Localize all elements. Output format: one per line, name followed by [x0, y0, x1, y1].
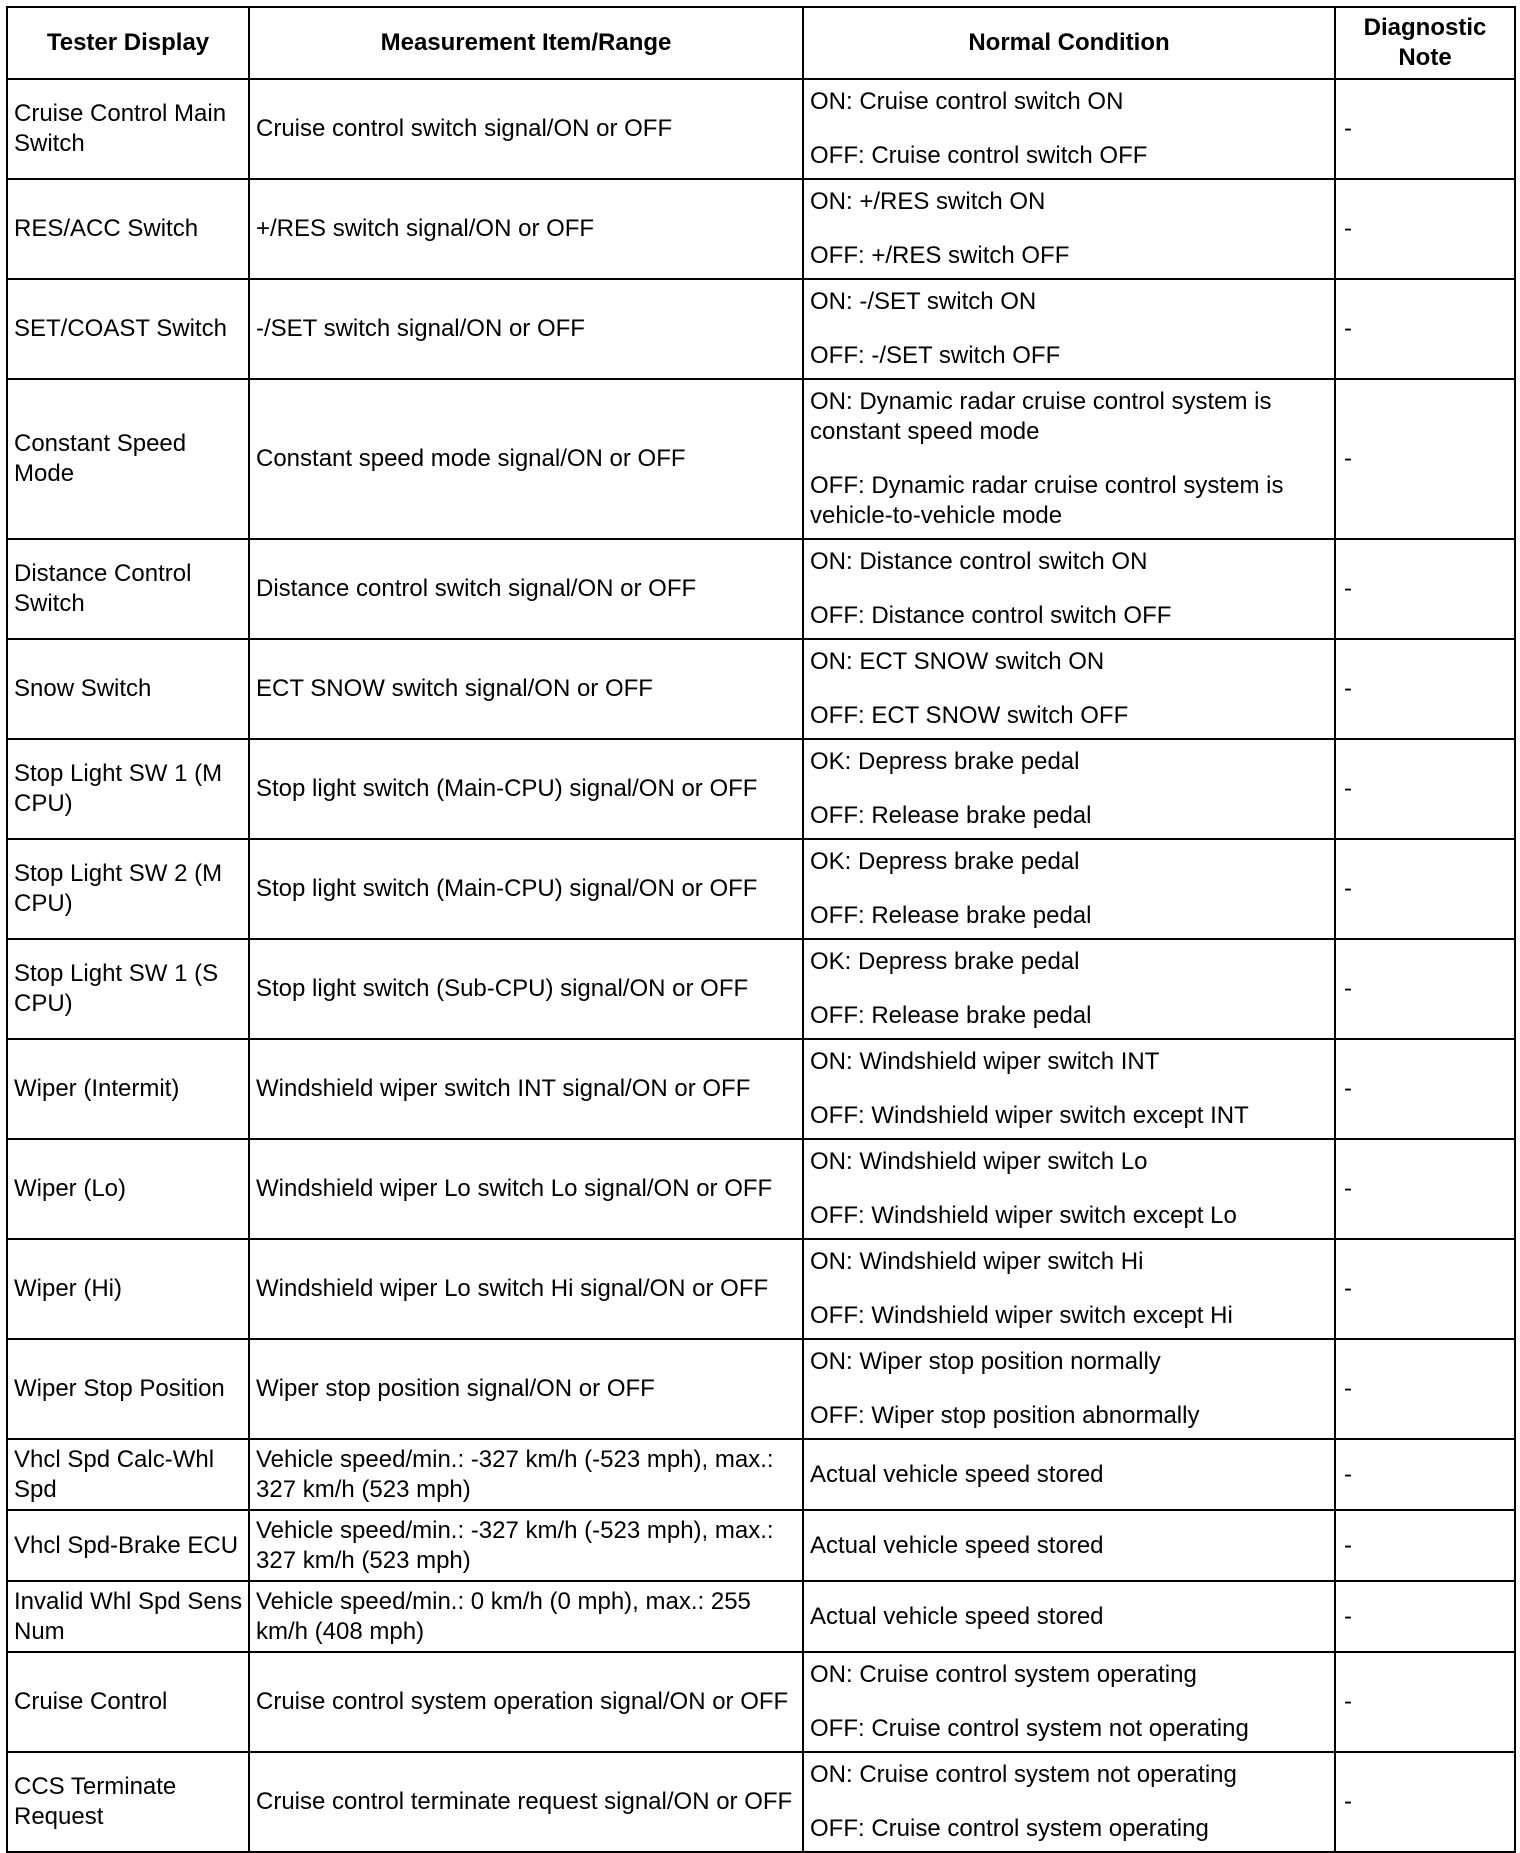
measurement-cell: Windshield wiper Lo switch Hi signal/ON or OFF: [249, 1239, 803, 1339]
diagnostic-note-cell: -: [1335, 1339, 1515, 1439]
condition-on-text: OK: Depress brake pedal: [810, 948, 1080, 975]
normal-condition-cell: [803, 1239, 1335, 1339]
table-row: [7, 379, 1515, 539]
tester-display-cell: Wiper Stop Position: [7, 1339, 249, 1439]
tester-display-cell: Constant Speed Mode: [7, 379, 249, 539]
tester-display-cell: SET/COAST Switch: [7, 279, 249, 379]
condition-on-text: ON: +/RES switch ON: [810, 188, 1046, 215]
table-row: [7, 1581, 1515, 1652]
diagnostic-note-cell: -: [1335, 539, 1515, 639]
table-row: [7, 1752, 1515, 1852]
tester-display-cell: Vhcl Spd-Brake ECU: [7, 1510, 249, 1581]
measurement-cell: Stop light switch (Sub-CPU) signal/ON or OFF: [249, 939, 803, 1039]
tester-display-cell: Wiper (Intermit): [7, 1039, 249, 1139]
measurement-cell: Vehicle speed/min.: -327 km/h (-523 mph), max.: 327 km/h (523 mph): [249, 1510, 803, 1581]
condition-off-text: OFF: Distance control switch OFF: [810, 602, 1172, 629]
tester-display-cell: Cruise Control Main Switch: [7, 79, 249, 179]
diagnostic-note-cell: -: [1335, 279, 1515, 379]
diagnostic-note-cell: -: [1335, 639, 1515, 739]
condition-on-text: ON: Wiper stop position normally: [810, 1348, 1161, 1375]
diagnostic-note-cell: -: [1335, 79, 1515, 179]
condition-off-text: OFF: Windshield wiper switch except INT: [810, 1102, 1249, 1129]
normal-condition-cell: Actual vehicle speed stored: [803, 1439, 1335, 1510]
header-normal-condition: Normal Condition: [803, 7, 1335, 79]
table-row: [7, 79, 1515, 179]
diagnostic-note-cell: -: [1335, 739, 1515, 839]
table-row: [7, 1039, 1515, 1139]
diagnostic-note-cell: -: [1335, 1139, 1515, 1239]
condition-off-text: OFF: -/SET switch OFF: [810, 342, 1061, 369]
table-row: [7, 279, 1515, 379]
normal-condition-cell: [803, 379, 1335, 539]
table-row: [7, 1139, 1515, 1239]
tester-display-cell: Distance Control Switch: [7, 539, 249, 639]
normal-condition-cell: [803, 1139, 1335, 1239]
condition-on-text: ON: ECT SNOW switch ON: [810, 648, 1105, 675]
condition-off-text: OFF: Cruise control system not operating: [810, 1715, 1249, 1742]
normal-condition-cell: [803, 1039, 1335, 1139]
tester-display-cell: Cruise Control: [7, 1652, 249, 1752]
diagnostic-note-cell: -: [1335, 1239, 1515, 1339]
tester-display-cell: Stop Light SW 1 (M CPU): [7, 739, 249, 839]
table-row: [7, 179, 1515, 279]
tester-display-cell: Stop Light SW 2 (M CPU): [7, 839, 249, 939]
condition-off-text: OFF: Release brake pedal: [810, 902, 1092, 929]
normal-condition-cell: [803, 79, 1335, 179]
condition-on-text: ON: Cruise control switch ON: [810, 88, 1124, 115]
normal-condition-cell: [803, 739, 1335, 839]
measurement-cell: Cruise control switch signal/ON or OFF: [249, 79, 803, 179]
header-diagnostic-note: Diagnostic Note: [1335, 7, 1515, 79]
normal-condition-cell: [803, 1339, 1335, 1439]
condition-on-text: ON: -/SET switch ON: [810, 288, 1037, 315]
measurement-cell: ECT SNOW switch signal/ON or OFF: [249, 639, 803, 739]
measurement-cell: Wiper stop position signal/ON or OFF: [249, 1339, 803, 1439]
table-row: [7, 1652, 1515, 1752]
condition-on-text: ON: Distance control switch ON: [810, 548, 1148, 575]
normal-condition-cell: [803, 639, 1335, 739]
measurement-cell: Constant speed mode signal/ON or OFF: [249, 379, 803, 539]
normal-condition-cell: [803, 939, 1335, 1039]
diagnostic-note-cell: -: [1335, 1652, 1515, 1752]
condition-off-text: OFF: +/RES switch OFF: [810, 242, 1070, 269]
tester-display-cell: Snow Switch: [7, 639, 249, 739]
condition-off-text: OFF: Windshield wiper switch except Lo: [810, 1202, 1237, 1229]
table-row: [7, 939, 1515, 1039]
condition-off-text: OFF: Windshield wiper switch except Hi: [810, 1302, 1233, 1329]
measurement-cell: +/RES switch signal/ON or OFF: [249, 179, 803, 279]
condition-off-text: OFF: ECT SNOW switch OFF: [810, 702, 1129, 729]
condition-off-text: OFF: Cruise control switch OFF: [810, 142, 1148, 169]
condition-on-text: ON: Cruise control system operating: [810, 1661, 1197, 1688]
diagnostic-note-cell: -: [1335, 1039, 1515, 1139]
table-row: [7, 639, 1515, 739]
normal-condition-cell: Actual vehicle speed stored: [803, 1510, 1335, 1581]
normal-condition-cell: [803, 1652, 1335, 1752]
measurement-cell: Vehicle speed/min.: -327 km/h (-523 mph), max.: 327 km/h (523 mph): [249, 1439, 803, 1510]
condition-on-text: ON: Cruise control system not operating: [810, 1761, 1237, 1788]
normal-condition-cell: [803, 1752, 1335, 1852]
table-row: [7, 839, 1515, 939]
tester-display-cell: Invalid Whl Spd Sens Num: [7, 1581, 249, 1652]
table-row: [7, 739, 1515, 839]
diagnostic-note-cell: -: [1335, 1581, 1515, 1652]
normal-condition-cell: [803, 839, 1335, 939]
measurement-cell: Cruise control terminate request signal/ON or OFF: [249, 1752, 803, 1852]
diagnostic-note-cell: -: [1335, 179, 1515, 279]
diagnostic-note-cell: -: [1335, 1752, 1515, 1852]
diagnostic-note-cell: -: [1335, 839, 1515, 939]
diagnostic-note-cell: -: [1335, 939, 1515, 1039]
condition-off-text: OFF: Release brake pedal: [810, 802, 1092, 829]
tester-display-cell: Wiper (Hi): [7, 1239, 249, 1339]
tester-display-cell: Wiper (Lo): [7, 1139, 249, 1239]
diagnostic-note-cell: -: [1335, 1439, 1515, 1510]
normal-condition-cell: [803, 539, 1335, 639]
table-row: [7, 1439, 1515, 1510]
measurement-cell: Stop light switch (Main-CPU) signal/ON or OFF: [249, 739, 803, 839]
diagnostic-note-cell: -: [1335, 379, 1515, 539]
normal-condition-cell: [803, 279, 1335, 379]
condition-off-text: OFF: Release brake pedal: [810, 1002, 1092, 1029]
condition-on-text: ON: Windshield wiper switch Lo: [810, 1148, 1148, 1175]
measurement-cell: Vehicle speed/min.: 0 km/h (0 mph), max.: 255 km/h (408 mph): [249, 1581, 803, 1652]
normal-condition-cell: Actual vehicle speed stored: [803, 1581, 1335, 1652]
table-row: [7, 1339, 1515, 1439]
measurement-cell: Stop light switch (Main-CPU) signal/ON or OFF: [249, 839, 803, 939]
table-row: [7, 539, 1515, 639]
condition-on-text: ON: Windshield wiper switch INT: [810, 1048, 1160, 1075]
condition-on-text: OK: Depress brake pedal: [810, 748, 1080, 775]
diagnostic-note-cell: -: [1335, 1510, 1515, 1581]
table-row: [7, 1239, 1515, 1339]
measurement-cell: Cruise control system operation signal/ON or OFF: [249, 1652, 803, 1752]
tester-display-cell: Vhcl Spd Calc-Whl Spd: [7, 1439, 249, 1510]
condition-on-text: OK: Depress brake pedal: [810, 848, 1080, 875]
condition-on-text: ON: Dynamic radar cruise control system is constant speed mode: [810, 388, 1272, 445]
table-row: [7, 1510, 1515, 1581]
header-measurement: Measurement Item/Range: [249, 7, 803, 79]
tester-display-cell: CCS Terminate Request: [7, 1752, 249, 1852]
header-tester-display: Tester Display: [7, 7, 249, 79]
normal-condition-cell: [803, 179, 1335, 279]
condition-off-text: OFF: Dynamic radar cruise control system is vehicle-to-vehicle mode: [810, 472, 1284, 529]
tester-display-cell: Stop Light SW 1 (S CPU): [7, 939, 249, 1039]
measurement-cell: Windshield wiper switch INT signal/ON or OFF: [249, 1039, 803, 1139]
tester-data-table: [6, 6, 1516, 1853]
measurement-cell: Windshield wiper Lo switch Lo signal/ON or OFF: [249, 1139, 803, 1239]
tester-display-cell: RES/ACC Switch: [7, 179, 249, 279]
measurement-cell: -/SET switch signal/ON or OFF: [249, 279, 803, 379]
condition-off-text: OFF: Wiper stop position abnormally: [810, 1402, 1200, 1429]
measurement-cell: Distance control switch signal/ON or OFF: [249, 539, 803, 639]
condition-off-text: OFF: Cruise control system operating: [810, 1815, 1209, 1842]
table-header-row: [7, 7, 1515, 79]
condition-on-text: ON: Windshield wiper switch Hi: [810, 1248, 1144, 1275]
